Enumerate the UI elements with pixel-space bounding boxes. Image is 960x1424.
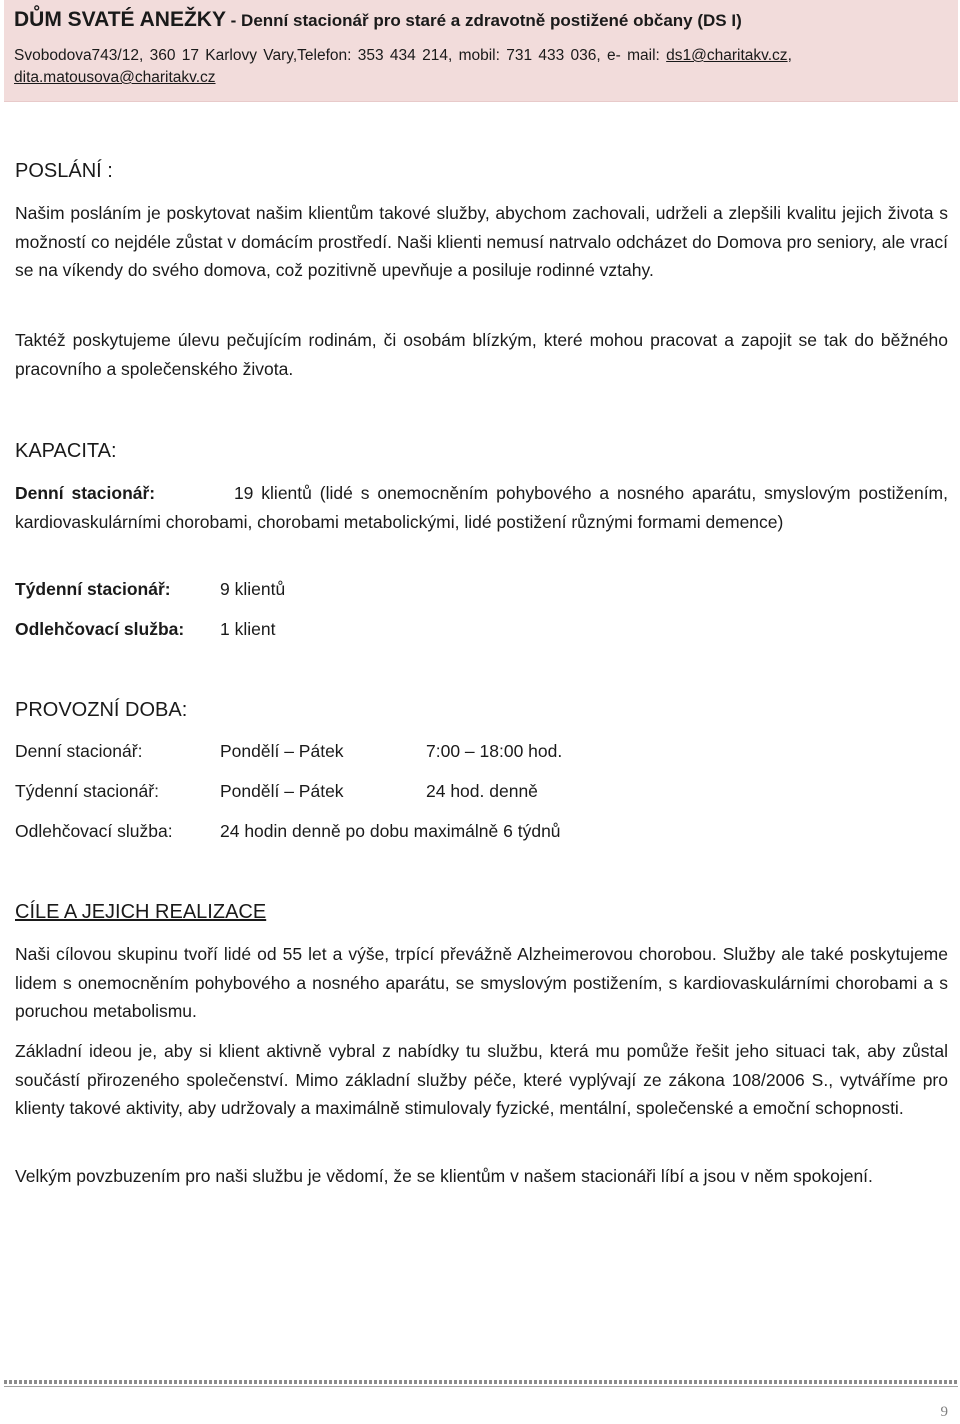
goals-paragraph-2: Základní ideou je, aby si klient aktivně vybral z nabídky tu službu, která mu pomůže řešit jeho situaci tak, aby zůstal součástí přirozeného společenství. Mimo základní služby péče, které vyplývají ze zákona 108/2006 S., vytváříme pro klienty takové aktivity, aby udržovaly a maximálně stimulovaly fyzické, mentální, společenské a emoční schopnosti. (15, 1041, 948, 1118)
email-separator: , (787, 47, 792, 64)
capacity-respite-label: Odlehčovací služba: (15, 619, 185, 639)
goals-section (15, 899, 948, 925)
footer-divider-thin (4, 1386, 958, 1387)
hours-heading: PROVOZNÍ DOBA: (15, 699, 188, 721)
email-link-secondary[interactable]: dita.matousova@charitakv.cz (14, 69, 216, 86)
mission-section (15, 158, 948, 184)
contact-address (14, 45, 948, 89)
organization-name: DŮM SVATÉ ANEŽKY (14, 8, 226, 31)
goals-paragraph-3: Velkým povzbuzením pro naši službu je vědomí, že se klientům v našem stacionáři líbí a jsou v něm spokojení. (15, 1166, 873, 1186)
hours-days: Pondělí – Pátek (220, 781, 344, 801)
document-header (4, 0, 958, 102)
capacity-day-care-label: Denní stacionář: (15, 483, 156, 503)
goals-text-2 (15, 1037, 948, 1123)
capacity-heading: KAPACITA: (15, 440, 117, 462)
hours-section (15, 697, 948, 723)
goals-text-3 (15, 1162, 948, 1191)
hours-label: Týdenní stacionář: (15, 781, 159, 801)
capacity-day-care-value: 19 klientů (lidé s onemocněním pohybového a nosného aparátu, smyslovým postižením, kardiovaskulárními chorobami, chorobami metabolickými, lidé postižení různými formami demence) (15, 483, 948, 532)
hours-label: Denní stacionář: (15, 741, 143, 761)
capacity-weekly-value: 9 klientů (220, 579, 286, 599)
mission-paragraph-2: Taktéž poskytujeme úlevu pečujícím rodinám, či osobám blízkým, které mohou pracovat a zapojit se tak do běžného pracovního a společenského života. (15, 330, 948, 379)
hours-time: 7:00 – 18:00 hod. (426, 741, 563, 761)
capacity-day-care-text (15, 479, 948, 536)
capacity-day-care (15, 479, 948, 536)
hours-time: 24 hod. denně (426, 781, 538, 801)
email-link-primary[interactable]: ds1@charitakv.cz (666, 47, 788, 64)
capacity-respite-value: 1 klient (220, 619, 276, 639)
mission-heading: POSLÁNÍ : (15, 160, 113, 182)
hours-days: Pondělí – Pátek (220, 741, 344, 761)
capacity-section (15, 438, 948, 464)
organization-subtitle: - Denní stacionář pro staré a zdravotně postižené občany (DS I) (225, 11, 742, 30)
mission-text (15, 199, 948, 285)
goals-heading: CÍLE A JEJICH REALIZACE (15, 901, 267, 923)
capacity-weekly-label: Týdenní stacionář: (15, 579, 171, 599)
footer-divider (4, 1380, 958, 1384)
hours-respite-label: Odlehčovací služba: (15, 821, 173, 841)
organization-title (14, 6, 948, 35)
mission-paragraph-1: Našim posláním je poskytovat našim klientům takové služby, abychom zachovali, udrželi a zlepšili kvalitu jejich života s možností co nejdéle zůstat v domácím prostředí. Naši klienti nemusí natrvalo odcházet do Domova pro seniory, ale vrací se na víkendy do svého domova, což pozitivně upevňuje a posiluje rodinné vztahy. (15, 203, 948, 280)
hours-respite-value: 24 hodin denně po dobu maximálně 6 týdnů (220, 821, 561, 841)
goals-text-1 (15, 940, 948, 1026)
goals-paragraph-1: Naši cílovou skupinu tvoří lidé od 55 let a výše, trpící převážně Alzheimerovou chorobou. Služby ale také poskytujeme lidem s onemocněním pohybového a nosného aparátu, se smyslovým postižením, s kardiovaskulárními chorobami a s poruchou metabolismu. (15, 944, 948, 1021)
page-number: 9 (940, 1404, 948, 1420)
mission-text-2 (15, 326, 948, 383)
address-text: Svobodova743/12, 360 17 Karlovy Vary,Telefon: 353 434 214, mobil: 731 433 036, e- mail: (14, 47, 667, 64)
